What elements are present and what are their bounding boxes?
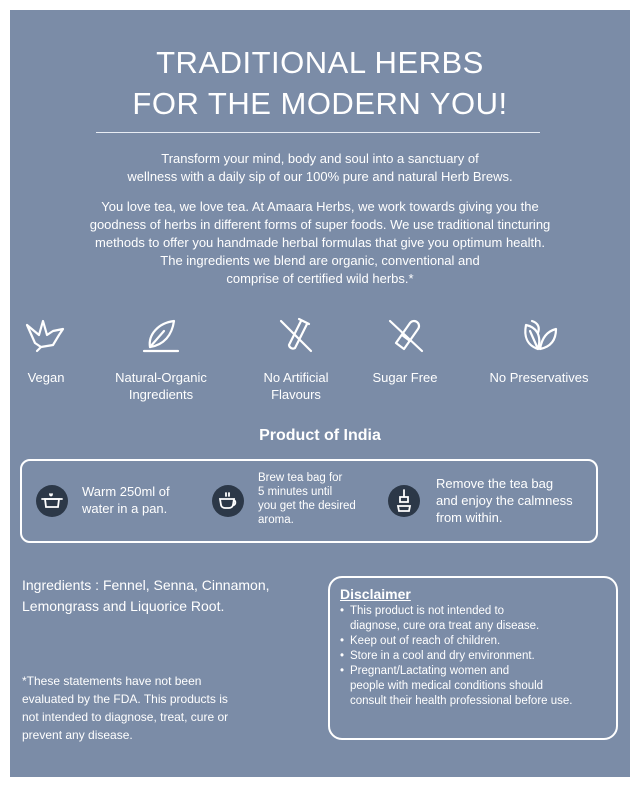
fda-line: prevent any disease. [22, 728, 133, 742]
disclaimer-line: consult their health professional before use. [350, 695, 573, 707]
disclaimer-title: Disclaimer [340, 586, 411, 602]
no-artificial-icon [273, 315, 319, 355]
ingredients-text [22, 575, 322, 617]
feature-label: Vegan [27, 370, 65, 385]
page-title [10, 42, 630, 124]
step-line: Brew tea bag for [258, 472, 343, 484]
title-line-1: TRADITIONAL HERBS [156, 45, 484, 80]
product-info-panel [10, 10, 630, 777]
plant-leaves-icon [516, 315, 562, 355]
description-text [30, 198, 610, 288]
disclaimer-item [340, 664, 606, 709]
feature-vegan [16, 315, 76, 386]
intro-line: wellness with a daily sip of our 100% pure and natural Herb Brews. [127, 169, 513, 184]
fda-line: *These statements have not been [22, 674, 202, 688]
feature-label: Flavours [271, 387, 321, 402]
ingredients-line: Lemongrass and Liquorice Root. [22, 598, 225, 614]
step-2-text [258, 471, 356, 527]
step-line: and enjoy the calmness [436, 493, 573, 508]
step-1-text [82, 483, 170, 517]
title-line-2: FOR THE MODERN YOU! [132, 86, 508, 121]
step-line: aroma. [258, 514, 294, 526]
intro-line: Transform your mind, body and soul into a sanctuary of [161, 151, 479, 166]
disclaimer-line: diagnose, cure ora treat any disease. [350, 620, 540, 632]
fda-statement [22, 672, 302, 744]
feature-sugar-free [360, 315, 450, 386]
teacup-icon [212, 485, 244, 517]
step-line: you get the desired [258, 500, 356, 512]
feature-label: Sugar Free [372, 370, 438, 385]
origin-label: Product of India [259, 427, 381, 444]
feature-no-artificial [244, 315, 348, 403]
description-line: methods to offer you handmade herbal formulas that give you optimum health. [95, 235, 545, 250]
leaf-icon [138, 315, 184, 355]
feature-label: Ingredients [128, 387, 194, 402]
pot-icon [36, 485, 68, 517]
bird-icon [23, 315, 69, 355]
disclaimer-line: • Pregnant/Lactating women and [350, 665, 510, 677]
description-line: You love tea, we love tea. At Amaara Herbs, we work towards giving you the [101, 199, 539, 214]
feature-label: Natural-Organic [115, 370, 207, 385]
sugar-free-icon [382, 315, 428, 355]
description-line: The ingredients we blend are organic, conventional and [160, 253, 480, 268]
disclaimer-list [340, 604, 606, 709]
step-line: Warm 250ml of [82, 484, 170, 499]
disclaimer-item [340, 649, 606, 664]
feature-no-preservatives [472, 315, 606, 386]
teabag-icon [388, 485, 420, 517]
feature-natural-organic [98, 315, 224, 403]
step-line: from within. [436, 510, 503, 525]
fda-line: not intended to diagnose, treat, cure or [22, 710, 229, 724]
intro-text [50, 150, 590, 186]
description-line: comprise of certified wild herbs.* [226, 271, 414, 286]
disclaimer-box [328, 576, 618, 740]
disclaimer-item [340, 634, 606, 649]
disclaimer-item [340, 604, 606, 634]
brewing-steps [20, 459, 598, 543]
step-line: Remove the tea bag [436, 476, 554, 491]
description-line: goodness of herbs in different forms of super foods. We use traditional tincturing [89, 217, 551, 232]
feature-label: No Artificial [263, 370, 329, 385]
step-3-text [436, 475, 573, 526]
step-line: water in a pan. [82, 501, 168, 516]
disclaimer-line: • Store in a cool and dry environment. [350, 650, 535, 662]
disclaimer-line: • Keep out of reach of children. [350, 635, 501, 647]
step-line: 5 minutes until [258, 486, 333, 498]
feature-label: No Preservatives [489, 370, 589, 385]
disclaimer-line: people with medical conditions should [350, 680, 544, 692]
fda-line: evaluated by the FDA. This products is [22, 692, 228, 706]
disclaimer-line: • This product is not intended to [350, 605, 505, 617]
title-divider [96, 132, 540, 133]
ingredients-line: Ingredients : Fennel, Senna, Cinnamon, [22, 577, 270, 593]
